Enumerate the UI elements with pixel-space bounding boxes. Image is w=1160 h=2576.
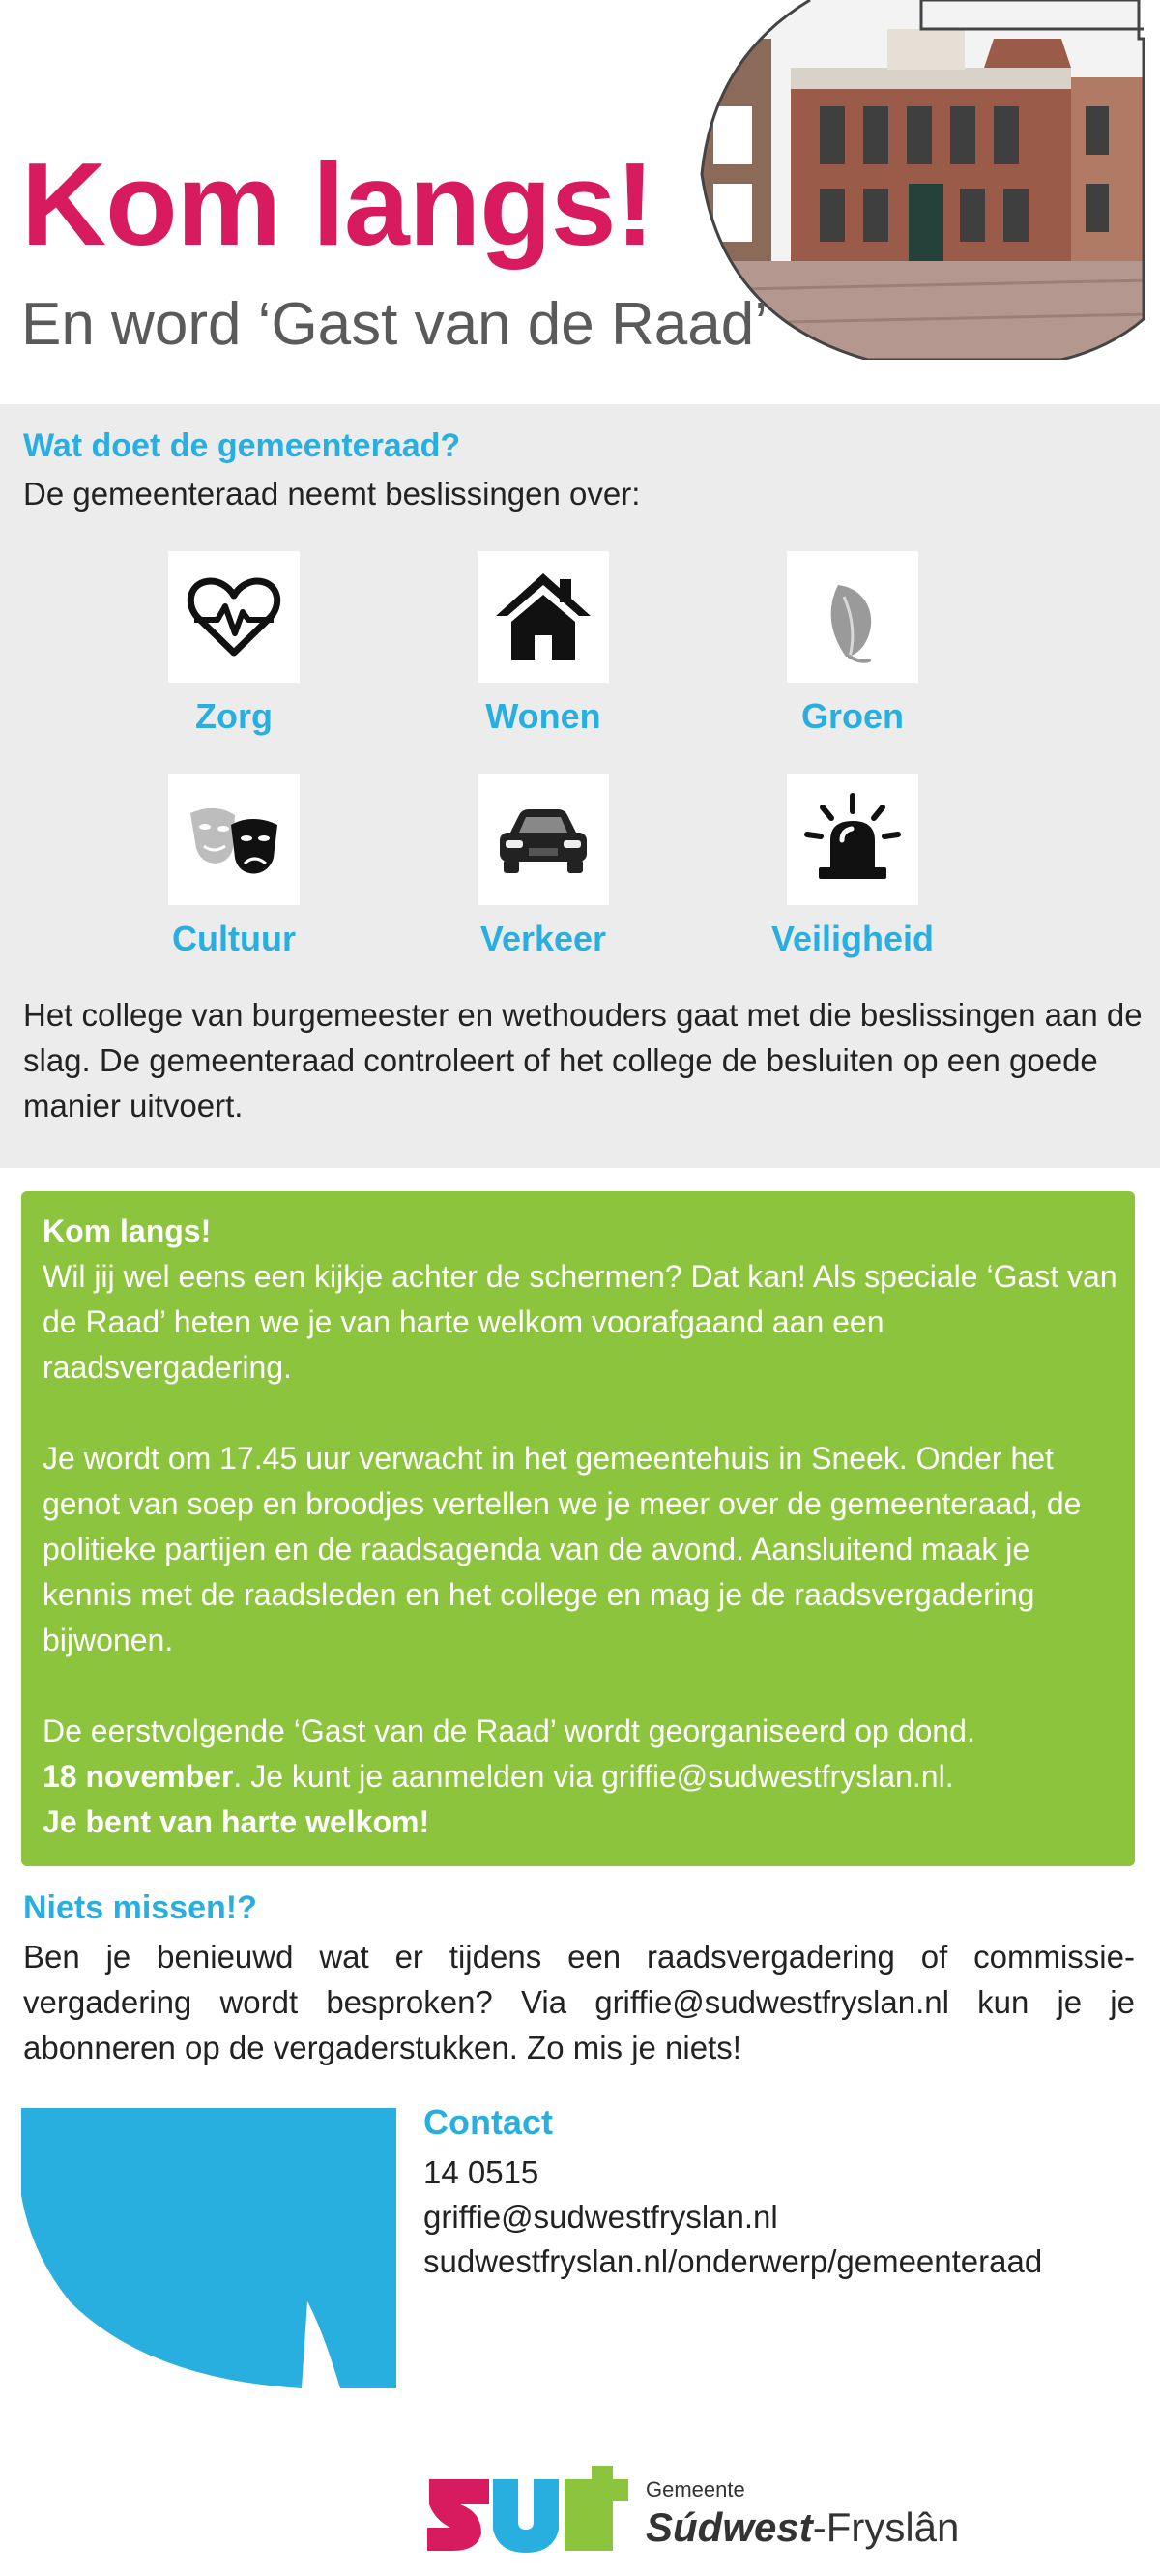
heart-pulse-icon [168, 551, 300, 683]
page-subtitle: En word ‘Gast van de Raad’ [21, 291, 768, 358]
topic-zorg [118, 551, 350, 737]
council-body-text: Het college van burgemeester en wethouders gaat met die beslissingen aan de slag. De gemeenteraad controleert of het college de besluiten op een goede manier uitvoert. [23, 997, 1143, 1124]
council-question-heading: Wat doet de gemeenteraad? [23, 427, 461, 464]
council-intro-text: De gemeenteraad neemt beslissingen over: [23, 476, 641, 512]
quote-graphic [21, 2108, 396, 2388]
invitation-paragraph: De eerstvolgende ‘Gast van de Raad’ wordt georganiseerd op dond. 18 november. Je kunt je aanmelden via griffie@sudwestfryslan.nl. [43, 1713, 975, 1794]
invitation-welcome: Je bent van harte welkom! [43, 1804, 430, 1839]
invitation-date: 18 november [43, 1759, 234, 1794]
topic-wonen [427, 551, 659, 737]
page-title: Kom langs! [21, 138, 654, 270]
siren-icon [787, 774, 918, 905]
topic-label: Wonen [485, 696, 601, 736]
invitation-paragraph: Wil jij wel eens een kijkje achter de schermen? Dat kan! Als speciale ‘Gast van de Raad’ heten we je van harte welkom voorafgaand aan een raadsvergadering. [43, 1259, 1117, 1385]
topic-label: Groen [800, 696, 904, 736]
miss-body-text: Ben je benieuwd wat er tijdens een raadsvergadering of commissie-vergadering wordt besproken? Via griffie@sudwestfryslan.nl kun je je abonneren op de vergaderstukken. Zo mis je niets! [23, 1939, 1135, 2065]
logo-subtitle: Gemeente [646, 2477, 745, 2502]
house-icon [478, 551, 609, 683]
contact-phone: 14 0515 [423, 2154, 539, 2190]
topic-label: Cultuur [172, 919, 296, 958]
contact-website-link[interactable]: sudwestfryslan.nl/onderwerp/gemeenteraad [423, 2243, 1043, 2279]
topic-label: Veiligheid [770, 919, 935, 958]
miss-heading: Niets missen!? [23, 1889, 257, 1926]
car-icon [478, 774, 609, 905]
topic-verkeer [427, 774, 659, 959]
leaf-icon [787, 551, 918, 683]
contact-heading: Contact [423, 2102, 553, 2142]
invitation-content [43, 1209, 1117, 1845]
invitation-title: Kom langs! [43, 1214, 212, 1248]
theater-masks-icon [168, 774, 300, 905]
topic-groen [737, 551, 969, 737]
contact-email-link[interactable]: griffie@sudwestfryslan.nl [423, 2199, 778, 2235]
topic-label: Verkeer [479, 919, 607, 958]
invitation-paragraph: Je wordt om 17.45 uur verwacht in het gemeentehuis in Sneek. Onder het genot van soep en broodjes vertellen we je meer over de gemeenteraad, de politieke partijen en de raadsagenda van de avond. Aansluitend maak je kennis met de raadsleden en het college en mag je de raadsvergadering bijwonen. [43, 1441, 1082, 1657]
topic-label: Zorg [195, 696, 273, 736]
topic-veiligheid [737, 774, 969, 959]
logo-name: Súdwest-Fryslân [646, 2504, 960, 2550]
municipality-logo-icon [421, 2462, 634, 2559]
topic-cultuur [118, 774, 350, 959]
